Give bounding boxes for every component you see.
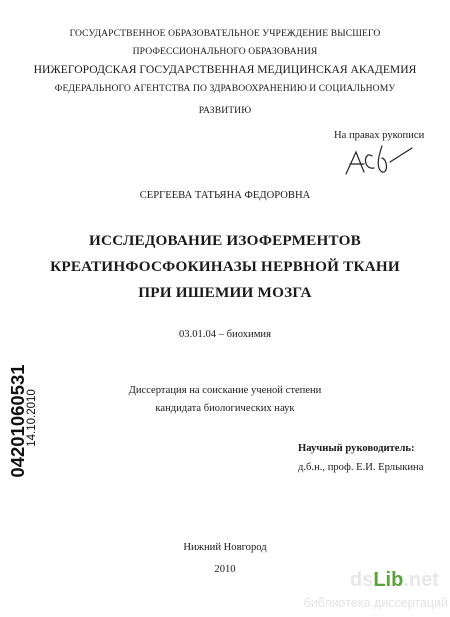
supervisor-label: Научный руководитель:	[298, 443, 415, 454]
author-name: СЕРГЕЕВА ТАТЬЯНА ФЕДОРОВНА	[139, 190, 311, 201]
registration-stamp	[2, 355, 38, 495]
rights-note: На правах рукописи	[334, 130, 425, 141]
registration-number: 04201060531	[7, 364, 28, 478]
institution-line-2: ПРОФЕССИОНАЛЬНОГО ОБРАЗОВАНИЯ	[132, 46, 318, 57]
signature-icon	[342, 142, 417, 180]
institution-line-4: ФЕДЕРАЛЬНОГО АГЕНТСТВА ПО ЗДРАВООХРАНЕНИЮ И СОЦИАЛЬНОМУ	[54, 83, 396, 94]
degree-line-1: Диссертация на соискание ученой степени	[128, 385, 322, 396]
specialty-code: 03.01.04 – биохимия	[179, 329, 271, 340]
academy-name: НИЖЕГОРОДСКАЯ ГОСУДАРСТВЕННАЯ МЕДИЦИНСКАЯ АКАДЕМИЯ	[33, 63, 417, 76]
watermark-subtitle: библиотека диссертаций	[303, 596, 448, 610]
supervisor-name: д.б.н., проф. Е.И. Ерлыкина	[298, 462, 424, 473]
degree-line-2: кандидата биологических наук	[155, 403, 295, 414]
year: 2010	[214, 564, 236, 575]
registration-date: 14.10.2010	[26, 389, 38, 447]
title-line-3: ПРИ ИШЕМИИ МОЗГА	[138, 284, 312, 301]
watermark-logo: dsLib.net	[350, 569, 439, 591]
institution-line-5: РАЗВИТИЮ	[198, 105, 252, 116]
title-line-1: ИССЛЕДОВАНИЕ ИЗОФЕРМЕНТОВ	[89, 232, 361, 249]
institution-line-1: ГОСУДАРСТВЕННОЕ ОБРАЗОВАТЕЛЬНОЕ УЧРЕЖДЕНИЕ ВЫСШЕГО	[69, 28, 381, 39]
city: Нижний Новгород	[183, 542, 267, 553]
title-line-2: КРЕАТИНФОСФОКИНАЗЫ НЕРВНОЙ ТКАНИ	[50, 258, 400, 275]
watermark	[300, 568, 448, 614]
